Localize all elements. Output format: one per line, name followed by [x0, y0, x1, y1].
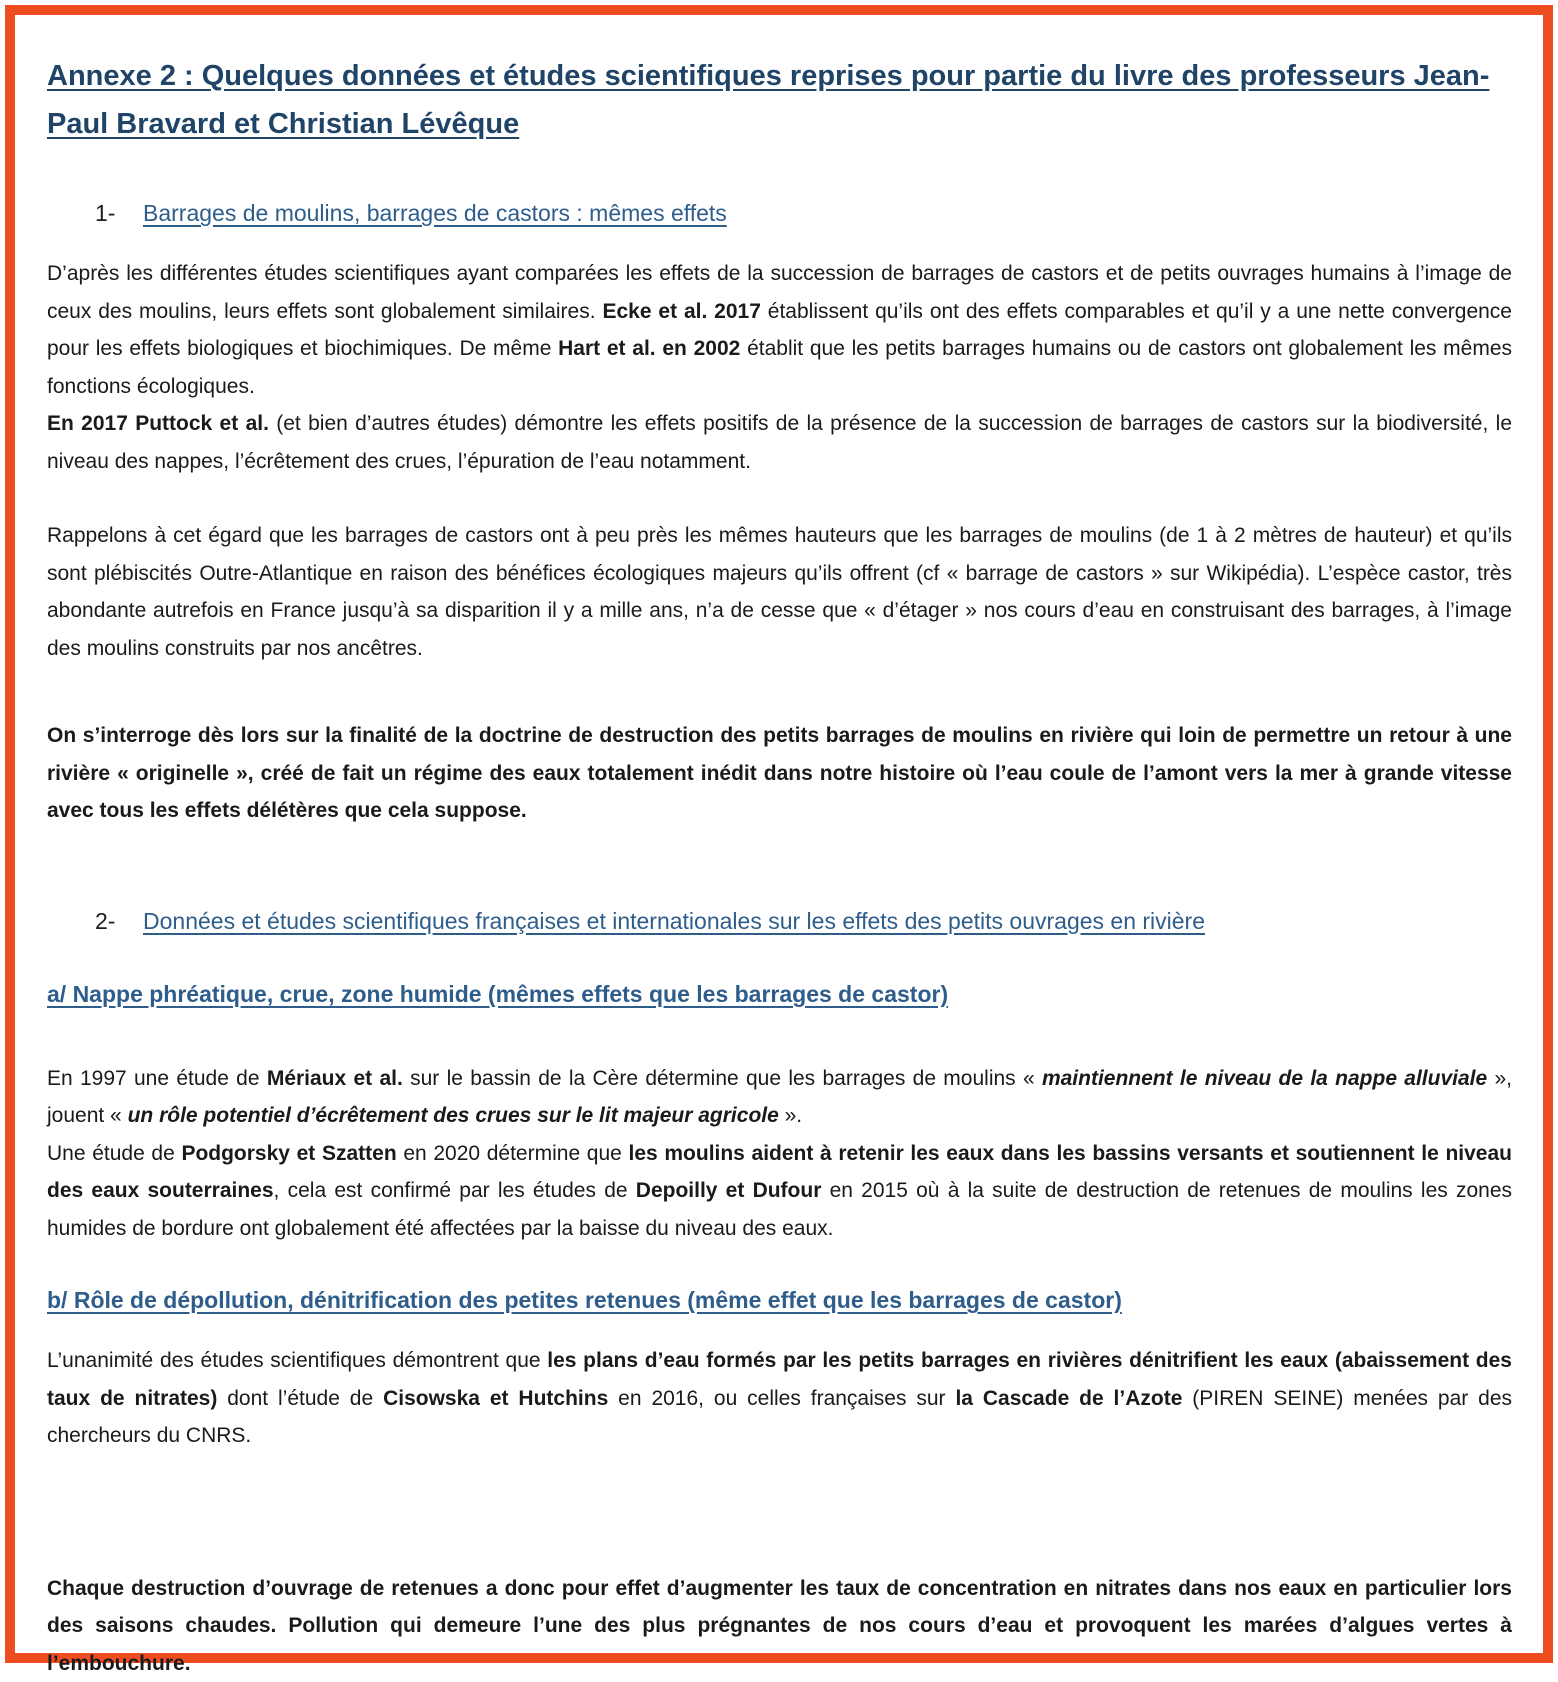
section-2-heading-row — [47, 908, 1512, 935]
doctrine-critique-paragraph: On s’interroge dès lors sur la finalité de la doctrine de destruction des petits barrages de moulins en rivière qui loin de permettre un retour à une rivière « originelle », créé de fait un régime des eaux totalement inédit dans notre histoire où l’eau coule de l’amont vers la mer à grande vitesse avec tous les effets délétères que cela suppose. — [47, 717, 1512, 830]
subsection-a-heading: a/ Nappe phréatique, crue, zone humide (mêmes effets que les barrages de castor) — [47, 981, 1512, 1008]
section-1-number: 1- — [95, 200, 143, 227]
intro-comparison-paragraph: D’après les différentes études scientifiques ayant comparées les effets de la succession de barrages de castors et de petits ouvrages humains à l’image de ceux des moulins, leurs effets sont globalement similaires. Ecke et al. 2017 établissent qu’ils ont des effets comparables et qu’il y a une nette convergence pour les effets biologiques et biochimiques. De même Hart et al. en 2002 établit que les petits barrages humains ou de castors ont globalement les mêmes fonctions écologiques. En 2017 Puttock et al. (et bien d’autres études) démontre les effets positifs de la présence de la succession de barrages de castors sur la biodiversité, le niveau des nappes, l’écrêtement des crues, l’épuration de l’eau notamment. — [47, 255, 1512, 480]
section-2-heading: Données et études scientifiques françaises et internationales sur les effets des petits ouvrages en rivière — [143, 908, 1205, 935]
denitrification-paragraph: L’unanimité des études scientifiques démontrent que les plans d’eau formés par les petits barrages en rivières dénitrifient les eaux (abaissement des taux de nitrates) dont l’étude de Cisowska et Hutchins en 2016, ou celles françaises sur la Cascade de l’Azote (PIREN SEINE) menées par des chercheurs du CNRS. — [47, 1342, 1512, 1455]
water-table-studies-paragraph: En 1997 une étude de Mériaux et al. sur le bassin de la Cère détermine que les barrages de moulins « maintiennent le niveau de la nappe alluviale », jouent « un rôle potentiel d’écrêtement des crues sur le lit majeur agricole ». Une étude de Podgorsky et Szatten en 2020 détermine que les moulins aident à retenir les eaux dans les bassins versants et soutiennent le niveau des eaux souterraines, cela est confirmé par les études de Depoilly et Dufour en 2015 où à la suite de destruction de retenues de moulins les zones humides de bordure ont globalement été affectées par la baisse du niveau des eaux. — [47, 1060, 1512, 1248]
document-page — [47, 52, 1512, 1682]
section-2-number: 2- — [95, 908, 143, 935]
nitrates-conclusion-paragraph: Chaque destruction d’ouvrage de retenues a donc pour effet d’augmenter les taux de concentration en nitrates dans nos eaux en particulier lors des saisons chaudes. Pollution qui demeure l’une des plus prégnantes de nos cours d’eau et provoquent les marées d’algues vertes à l’embouchure. — [47, 1570, 1512, 1682]
section-1-heading-row — [47, 200, 1512, 227]
beaver-context-paragraph: Rappelons à cet égard que les barrages de castors ont à peu près les mêmes hauteurs que les barrages de moulins (de 1 à 2 mètres de hauteur) et qu’ils sont plébiscités Outre-Atlantique en raison des bénéfices écologiques majeurs qu’ils offrent (cf « barrage de castors » sur Wikipédia). L’espèce castor, très abondante autrefois en France jusqu’à sa disparition il y a mille ans, n’a de cesse que « d’étager » nos cours d’eau en construisant des barrages, à l’image des moulins construits par nos ancêtres. — [47, 517, 1512, 667]
document-title: Annexe 2 : Quelques données et études scientifiques reprises pour partie du livre des professeurs Jean-Paul Bravard et Christian Lévêque — [47, 52, 1512, 148]
section-1-heading: Barrages de moulins, barrages de castors : mêmes effets — [143, 200, 727, 227]
subsection-b-heading: b/ Rôle de dépollution, dénitrification des petites retenues (même effet que les barrages de castor) — [47, 1287, 1512, 1314]
